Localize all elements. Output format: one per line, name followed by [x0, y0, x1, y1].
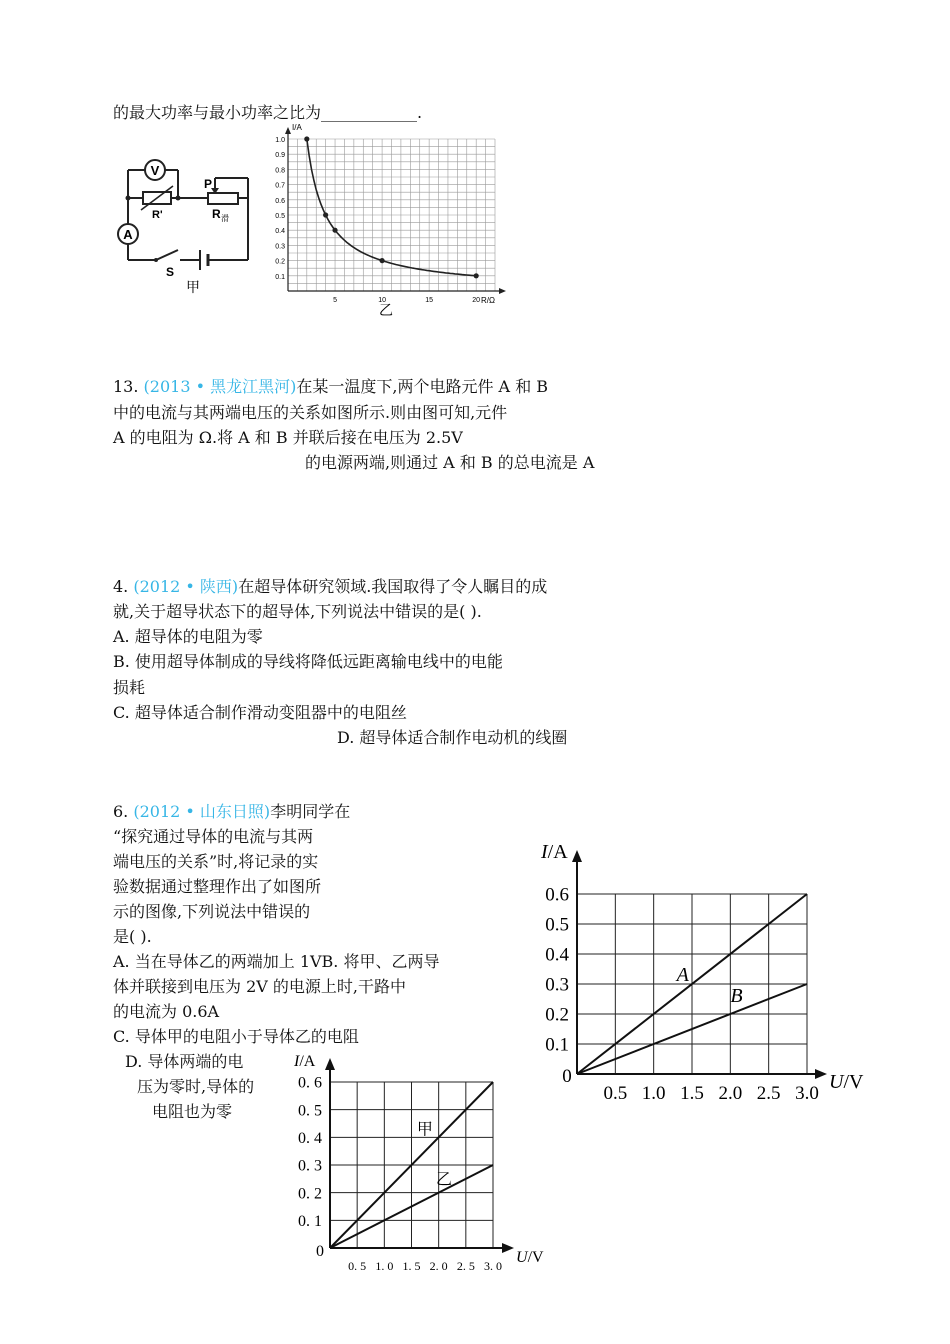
- x-tick-label: 3. 0: [484, 1259, 502, 1273]
- x-axis-arrow: [502, 1243, 514, 1253]
- q6-text1: 李明同学在: [270, 802, 351, 821]
- series-label: 乙: [435, 1171, 452, 1189]
- x-tick-label: 1. 5: [402, 1259, 421, 1273]
- x-axis-label: U/V: [829, 1071, 864, 1093]
- data-point: [304, 136, 309, 141]
- x-tick-label: 20: [472, 297, 481, 304]
- x-tick-label: 2. 5: [456, 1259, 475, 1273]
- data-point: [474, 273, 479, 278]
- switch-label: S: [166, 265, 175, 279]
- circuit-caption: 甲: [186, 281, 200, 296]
- x-axis-arrow: [499, 288, 506, 294]
- q13-text1: 在某一温度下,两个电路元件 A 和 B: [296, 377, 549, 396]
- x-tick-label: 10: [378, 297, 386, 304]
- rheostat-symbol: [208, 193, 238, 204]
- q6-line2: “探究通过导体的电流与其两: [113, 827, 314, 846]
- y-tick-label: 0.4: [275, 228, 285, 236]
- q6-line4: 验数据通过整理作出了如图所: [113, 877, 322, 896]
- y-tick-label: 0. 4: [298, 1129, 322, 1147]
- series-label: B: [730, 985, 743, 1007]
- resistor-label: R': [152, 209, 163, 221]
- graph-jia-yi: [288, 1050, 553, 1275]
- q6-line1: [113, 802, 350, 822]
- q4-line2: 就,关于超导状态下的超导体,下列说法中错误的是( ).: [113, 602, 482, 621]
- y-tick-label: 1.0: [275, 137, 285, 144]
- y-tick-label: 0.6: [275, 197, 285, 205]
- q13-number: 13.: [113, 377, 139, 396]
- y-tick-label: 0.2: [545, 1004, 569, 1026]
- y-tick-label: 0. 1: [298, 1212, 322, 1230]
- voltmeter-label: V: [150, 163, 160, 178]
- graph-current-resistance: [268, 118, 518, 318]
- q4-source: (2012 • 陕西): [133, 577, 239, 596]
- q4-option-d: D. 超导体适合制作电动机的线圈: [337, 728, 568, 747]
- x-tick-label: 1.0: [641, 1083, 666, 1104]
- q13-line3: A 的电阻为 Ω.将 A 和 B 并联后接在电压为 2.5V: [113, 428, 463, 447]
- q6-line5: 示的图像,下列说法中错误的: [113, 902, 311, 921]
- q6-option-a: A. 当在导体乙的两端加上 1VB. 将甲、乙两导: [113, 952, 440, 971]
- q6-option-d2: 压为零时,导体的: [137, 1077, 255, 1096]
- series-label: A: [676, 964, 689, 986]
- y-tick-label: 0.3: [545, 974, 569, 996]
- q6-option-a-cont: 体并联接到电压为 2V 的电源上时,干路中: [113, 977, 406, 996]
- x-axis-label: R/Ω: [481, 296, 495, 305]
- data-point: [323, 212, 328, 217]
- q13-line1: [113, 377, 548, 397]
- x-tick-label: 0. 5: [348, 1259, 367, 1273]
- x-tick-label: 1. 0: [375, 1259, 394, 1273]
- q13-source: (2013 • 黑龙江黑河): [143, 377, 297, 396]
- y-tick-label: 0. 5: [298, 1102, 322, 1120]
- y-tick-label: 0.6: [545, 884, 569, 906]
- x-axis-label: U/V: [516, 1249, 544, 1266]
- y-tick-label: 0.5: [545, 914, 569, 936]
- y-tick-label: 0. 6: [298, 1074, 322, 1092]
- x-tick-label: 15: [425, 297, 434, 304]
- q6-number: 6.: [113, 802, 129, 821]
- y-tick-label: 0.1: [275, 273, 285, 281]
- y-axis-arrow: [572, 850, 582, 862]
- y-tick-label: 0.7: [275, 182, 285, 190]
- y-tick-label: 0. 2: [298, 1185, 322, 1203]
- y-tick-label: 0. 3: [298, 1157, 322, 1175]
- q6-line6: 是( ).: [113, 927, 152, 946]
- y-axis-arrow: [325, 1058, 335, 1070]
- x-tick-label: 2.5: [756, 1083, 781, 1104]
- q13-line2: 中的电流与其两端电压的关系如图所示.则由图可知,元件: [113, 403, 508, 422]
- q4-option-a: A. 超导体的电阻为零: [113, 627, 263, 646]
- origin-label: 0: [562, 1066, 572, 1087]
- y-axis-arrow: [285, 127, 291, 134]
- x-tick-label: 2.0: [718, 1083, 743, 1104]
- series-label: 甲: [416, 1121, 433, 1139]
- y-tick-label: 0.1: [545, 1034, 569, 1056]
- graph-caption: 乙: [379, 304, 393, 318]
- y-tick-label: 0.3: [275, 243, 285, 251]
- x-tick-label: 2. 0: [429, 1259, 448, 1273]
- ammeter-label: A: [123, 227, 133, 242]
- q13-line4: 的电源两端,则通过 A 和 B 的总电流是 A: [305, 453, 595, 472]
- q4-option-c: C. 超导体适合制作滑动变阻器中的电阻丝: [113, 703, 407, 722]
- rheostat-label: R: [212, 207, 221, 221]
- origin-label: 0: [316, 1243, 324, 1260]
- q4-option-b: B. 使用超导体制成的导线将降低远距离输电线中的电能: [113, 652, 503, 671]
- y-tick-label: 0.8: [275, 167, 285, 175]
- y-axis-label: I/A: [541, 841, 568, 863]
- q6-option-c: C. 导体甲的电阻小于导体乙的电阻: [113, 1027, 359, 1046]
- q12-tail: 的最大功率与最小功率之比为____________.: [113, 103, 423, 122]
- x-tick-label: 3.0: [795, 1083, 819, 1104]
- y-tick-label: 0.2: [275, 258, 285, 266]
- q4-line1: [113, 577, 547, 597]
- data-point: [332, 228, 337, 233]
- y-tick-label: 0.9: [275, 152, 285, 160]
- rheostat-sub: 滑: [221, 214, 229, 223]
- q4-option-b-cont: 损耗: [113, 678, 146, 697]
- q4-number: 4.: [113, 577, 129, 596]
- y-tick-label: 0.4: [545, 944, 569, 966]
- x-tick-label: 5: [333, 297, 337, 304]
- switch-symbol: [156, 250, 178, 260]
- circuit-diagram: [108, 150, 268, 300]
- q6-option-d3: 电阻也为零: [152, 1102, 233, 1121]
- x-axis-arrow: [815, 1069, 827, 1079]
- q6-option-d1: D. 导体两端的电: [125, 1052, 244, 1071]
- x-tick-label: 0.5: [603, 1083, 628, 1104]
- q6-source: (2012 • 山东日照): [133, 802, 271, 821]
- x-tick-label: 1.5: [680, 1083, 704, 1104]
- graph-ab: [535, 840, 870, 1105]
- y-axis-label: I/A: [292, 123, 302, 132]
- y-tick-label: 0.5: [275, 213, 285, 220]
- data-point: [379, 258, 384, 263]
- q4-text1: 在超导体研究领域.我国取得了令人瞩目的成: [238, 577, 548, 596]
- slider-label: P: [204, 177, 213, 191]
- y-axis-label: I/A: [294, 1053, 316, 1070]
- q6-option-a-cont2: 的电流为 0.6A: [113, 1002, 220, 1021]
- q6-line3: 端电压的关系”时,将记录的实: [113, 852, 319, 871]
